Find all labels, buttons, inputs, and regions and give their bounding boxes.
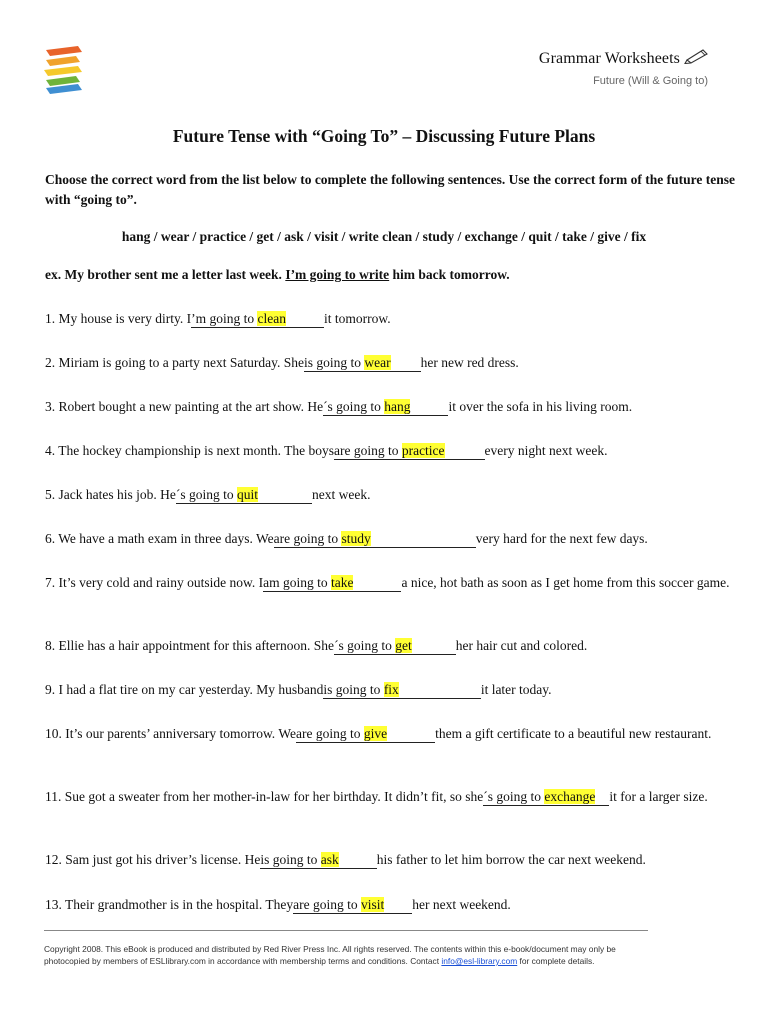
item-text-after: it over the sofa in his living room. — [448, 399, 633, 414]
answer-verb-highlight: ask — [320, 852, 339, 867]
answer-aux: am going to — [263, 575, 331, 590]
footer-text: Copyright 2008. This eBook is produced and distributed by Red River Press Inc. All rights reserved. The contents within this e-book/document may only be photocopied by members of ESLlibrary.com in accordance with membership terms and conditions. Contact — [44, 944, 616, 966]
item-text-after: them a gift certificate to a beautiful new restaurant. — [435, 726, 712, 741]
answer-blank[interactable] — [176, 487, 312, 504]
answer-verb-highlight: get — [395, 638, 412, 653]
footer-divider — [44, 930, 648, 931]
item-text-after: her next weekend. — [412, 897, 511, 912]
exercise-item — [45, 353, 730, 373]
answer-verb-highlight: quit — [237, 487, 259, 502]
copyright-footer — [44, 943, 654, 967]
item-text-before: Sue got a sweater from her mother-in-law for her birthday. It didn’t fit, so she — [61, 789, 484, 804]
exercise-item — [45, 724, 730, 744]
brand-title: Grammar Worksheets — [538, 49, 680, 67]
answer-blank[interactable] — [483, 789, 609, 806]
answer-blank[interactable] — [296, 726, 435, 743]
example-answer: I’m going to write — [285, 267, 390, 282]
exercise-item — [45, 680, 730, 700]
item-text-after: his father to let him borrow the car next weekend. — [376, 852, 646, 867]
item-text-before: Robert bought a new painting at the art show. He — [55, 399, 324, 414]
answer-aux: are going to — [293, 897, 361, 912]
instructions: Choose the correct word from the list below to complete the following sentences. Use the correct form of the future tense with “going to”. — [45, 172, 735, 207]
answer-blank[interactable] — [260, 852, 376, 869]
item-text-after: her hair cut and colored. — [455, 638, 588, 653]
answer-verb-highlight: visit — [360, 897, 385, 912]
brand-subtitle: Future (Will & Going to) — [593, 75, 708, 87]
answer-aux: are going to — [273, 531, 342, 546]
item-number: 10. — [45, 726, 62, 741]
item-number: 1. — [45, 311, 56, 326]
exercise-item — [45, 636, 730, 656]
answer-aux: ´s going to — [175, 487, 237, 502]
answer-blank[interactable] — [323, 399, 448, 416]
item-text-before: My house is very dirty. I — [55, 311, 192, 326]
item-text-after: very hard for the next few days. — [475, 531, 648, 546]
example-before: ex. My brother sent me a letter last week. — [45, 267, 286, 282]
answer-verb-highlight: take — [330, 575, 354, 590]
answer-aux: ´s going to — [483, 789, 545, 804]
word-list: hang / wear / practice / get / ask / visit / write clean / study / exchange / quit / take / give / fix — [121, 229, 647, 244]
answer-verb-highlight: fix — [383, 682, 399, 697]
contact-email-link[interactable]: info@esl-library.com — [441, 956, 518, 966]
answer-aux: ´s going to — [323, 399, 385, 414]
answer-blank[interactable] — [274, 531, 476, 548]
answer-blank[interactable] — [191, 311, 324, 328]
exercise-item — [45, 309, 730, 329]
example-sentence — [45, 267, 510, 283]
item-number: 12. — [45, 852, 62, 867]
item-number: 7. — [45, 575, 56, 590]
item-text-before: Their grandmother is in the hospital. They — [61, 897, 294, 912]
exercise-item — [45, 787, 730, 807]
item-number: 13. — [45, 897, 62, 912]
item-text-after: next week. — [312, 487, 371, 502]
exercise-item — [45, 485, 730, 505]
stacked-books-logo-icon — [42, 42, 86, 98]
answer-aux: ´s going to — [334, 638, 396, 653]
exercise-item — [45, 573, 730, 593]
exercise-item — [45, 529, 730, 549]
item-number: 9. — [45, 682, 56, 697]
answer-blank[interactable] — [293, 897, 412, 914]
item-number: 6. — [45, 531, 56, 546]
answer-blank[interactable] — [323, 682, 480, 699]
item-text-before: Jack hates his job. He — [55, 487, 176, 502]
item-text-before: It’s our parents’ anniversary tomorrow. We — [61, 726, 296, 741]
item-text-after: a nice, hot bath as soon as I get home from this soccer game. — [401, 575, 730, 590]
item-text-before: We have a math exam in three days. We — [55, 531, 274, 546]
item-text-before: It’s very cold and rainy outside now. I — [55, 575, 264, 590]
item-text-after: it for a larger size. — [609, 789, 708, 804]
item-text-after: every night next week. — [484, 443, 608, 458]
exercise-item — [45, 397, 730, 417]
answer-verb-highlight: practice — [401, 443, 445, 458]
answer-aux: is going to — [323, 682, 384, 697]
answer-blank[interactable] — [334, 638, 456, 655]
item-text-before: Sam just got his driver’s license. He — [61, 852, 261, 867]
item-text-before: The hockey championship is next month. The boys — [55, 443, 334, 458]
brand-header — [539, 48, 710, 87]
item-number: 8. — [45, 638, 56, 653]
answer-verb-highlight: wear — [364, 355, 391, 370]
item-number: 11. — [45, 789, 62, 804]
answer-aux: are going to — [295, 726, 364, 741]
item-text-after: it tomorrow. — [323, 311, 391, 326]
item-number: 2. — [45, 355, 56, 370]
item-text-before: Miriam is going to a party next Saturday. She — [55, 355, 304, 370]
answer-blank[interactable] — [334, 443, 485, 460]
answer-blank[interactable] — [304, 355, 421, 372]
item-text-after: it later today. — [480, 682, 552, 697]
answer-verb-highlight: clean — [257, 311, 286, 326]
item-text-before: I had a flat tire on my car yesterday. My husband — [55, 682, 324, 697]
answer-aux: is going to — [260, 852, 321, 867]
answer-aux: ’m going to — [191, 311, 258, 326]
item-number: 4. — [45, 443, 56, 458]
item-text-after: her new red dress. — [420, 355, 519, 370]
answer-aux: is going to — [303, 355, 365, 370]
answer-aux: are going to — [333, 443, 402, 458]
answer-blank[interactable] — [263, 575, 401, 592]
answer-verb-highlight: give — [363, 726, 388, 741]
footer-text-end: for complete details. — [517, 956, 595, 966]
pencil-icon — [684, 48, 710, 69]
exercise-item — [45, 895, 730, 915]
exercise-item — [45, 850, 730, 870]
exercise-item — [45, 441, 730, 461]
answer-verb-highlight: study — [341, 531, 371, 546]
answer-verb-highlight: hang — [384, 399, 411, 414]
brand-title-row — [539, 48, 710, 69]
item-text-before: Ellie has a hair appointment for this afternoon. She — [55, 638, 335, 653]
answer-verb-highlight: exchange — [544, 789, 596, 804]
example-after: him back tomorrow. — [389, 267, 510, 282]
item-number: 3. — [45, 399, 56, 414]
worksheet-title: Future Tense with “Going To” – Discussing Future Plans — [172, 126, 596, 146]
item-number: 5. — [45, 487, 56, 502]
